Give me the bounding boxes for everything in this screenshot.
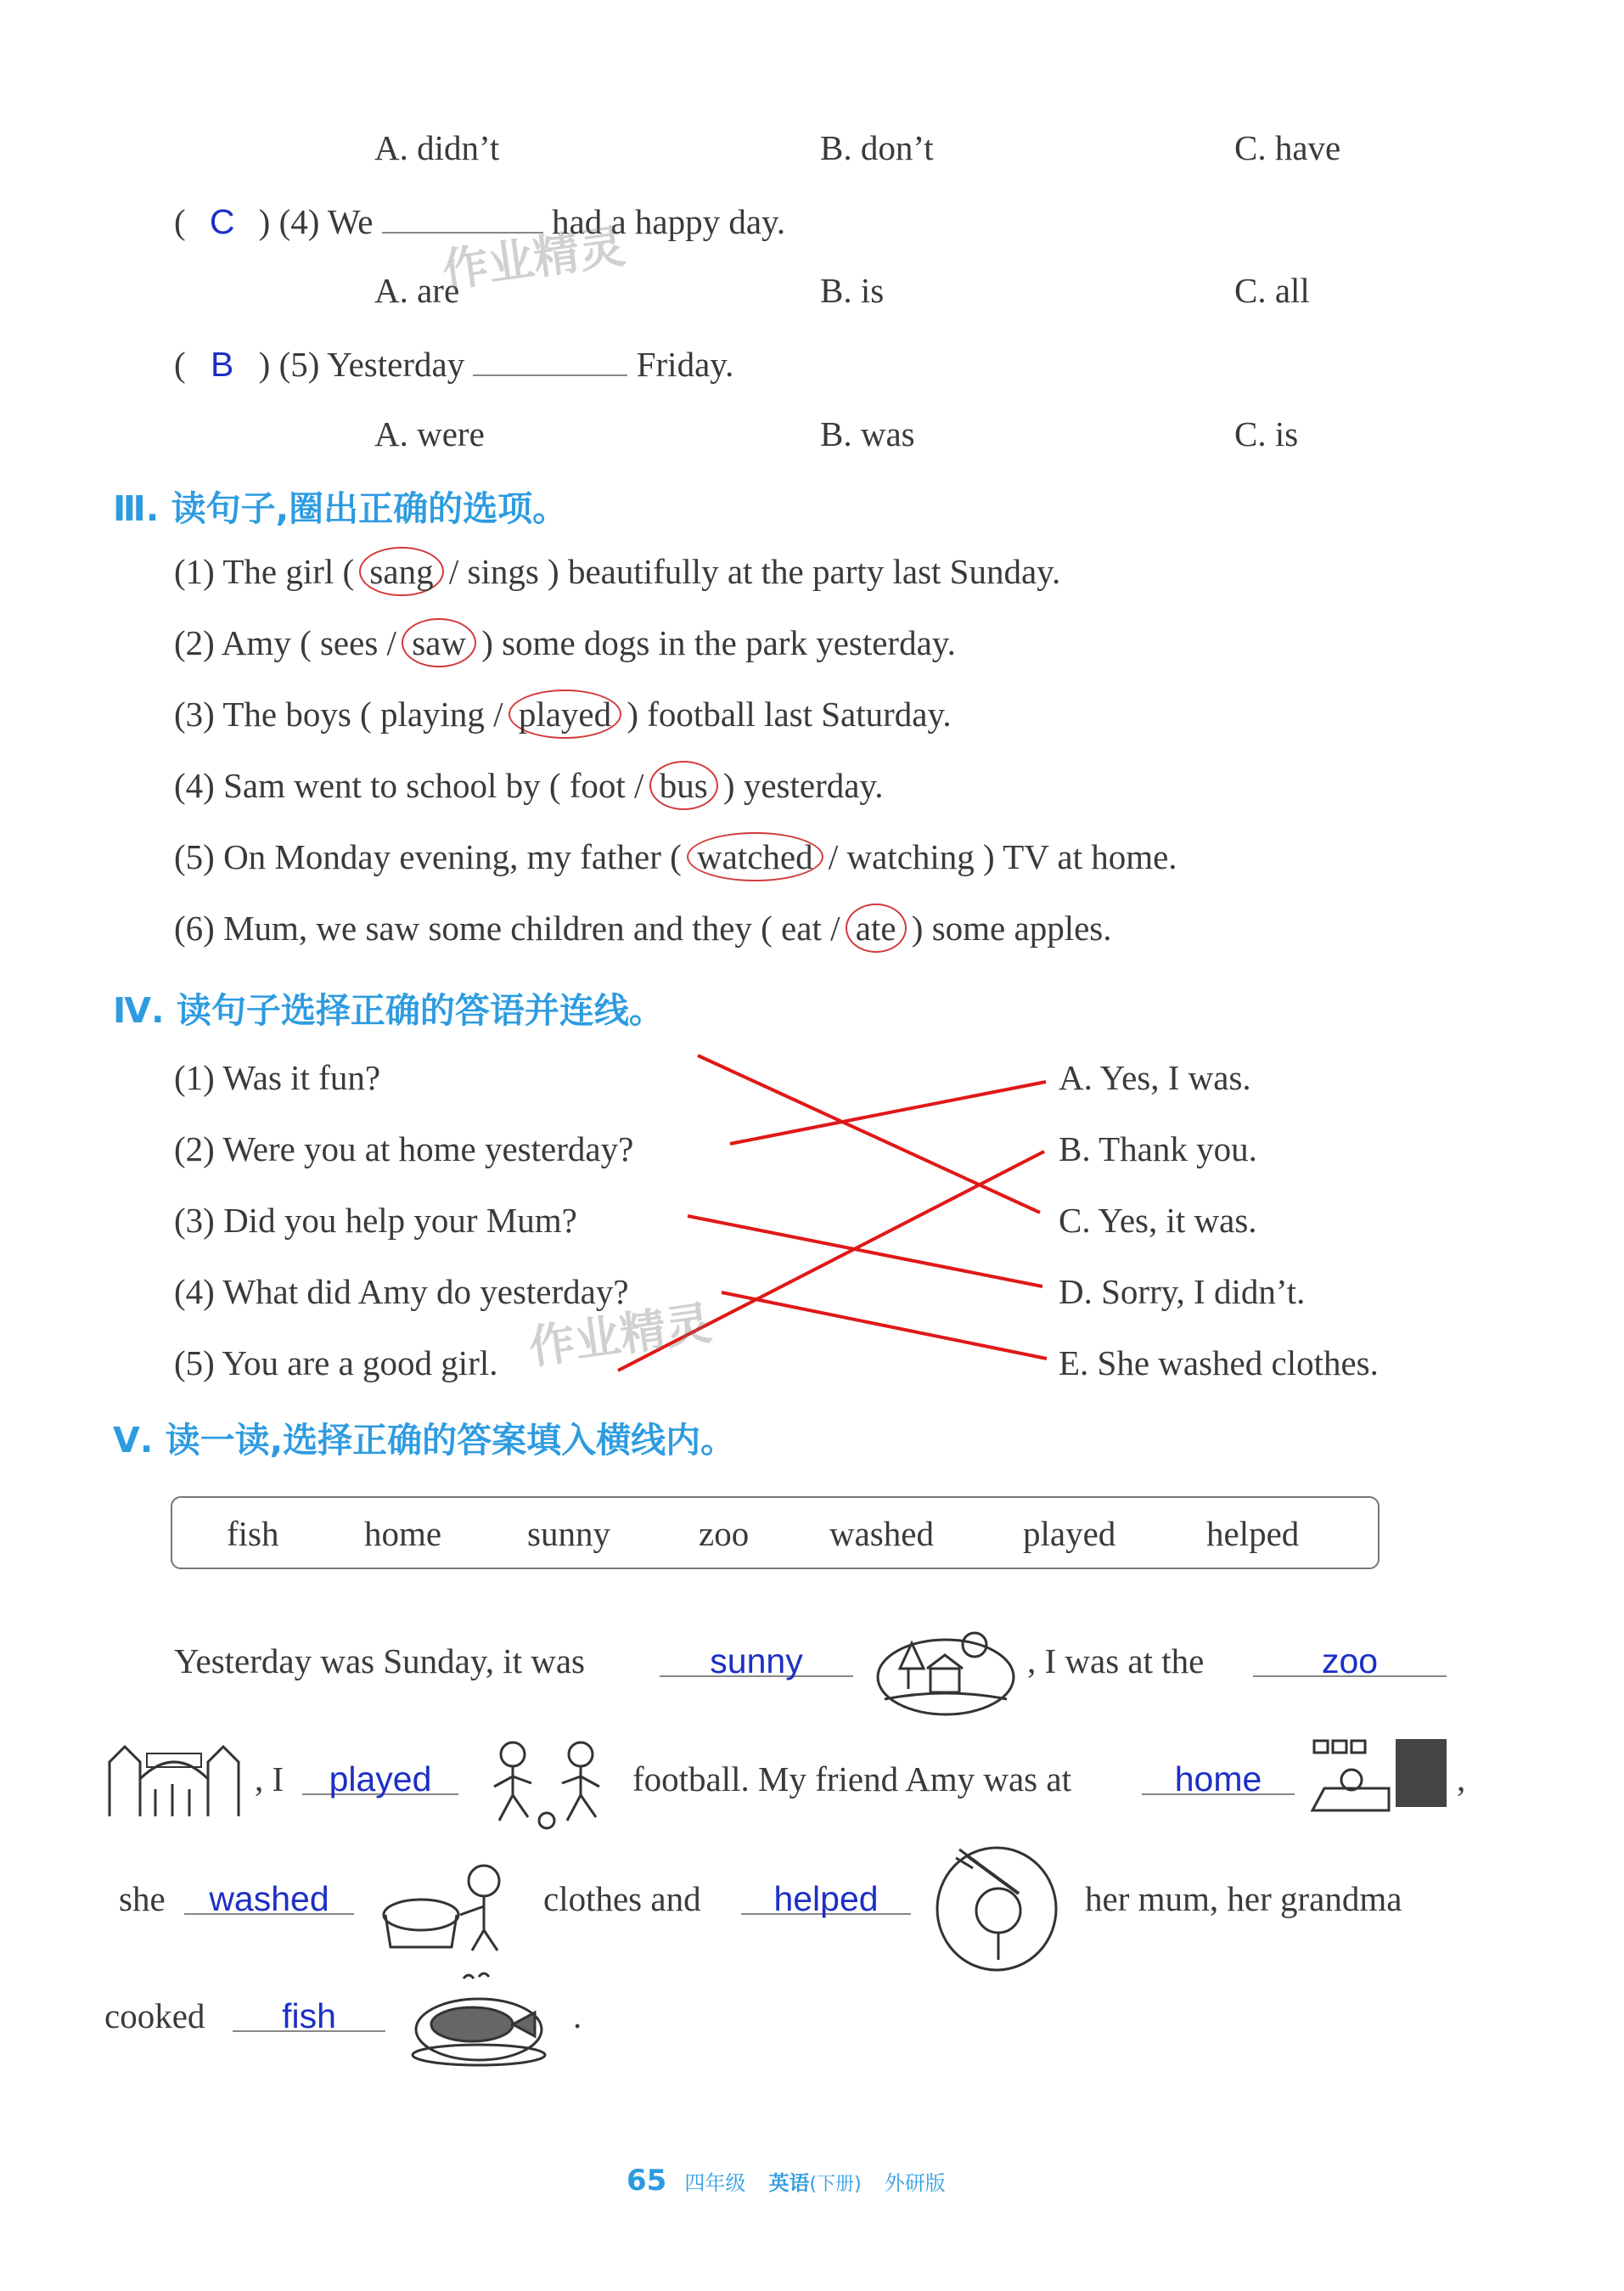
match-question-2[interactable]: (2) Were you at home yesterday? (174, 1129, 634, 1168)
circle-question-text-after: ) some dogs in the park yesterday. (481, 623, 956, 662)
q5-option-c: C. is (1234, 414, 1299, 453)
sunny-park-picture (874, 1618, 1017, 1718)
circle-option-2[interactable]: watching (846, 837, 975, 876)
footer-volume: (下册) (809, 2174, 862, 2195)
washing-clothes-picture (379, 1855, 521, 1956)
q4-option-a: A. are (374, 271, 460, 310)
footer-edition: 外研版 (884, 2171, 946, 2195)
q4-number: (4) (278, 202, 320, 241)
passage-text-5: , (1457, 1759, 1466, 1798)
football-picture (475, 1732, 620, 1832)
match-line-4-e (722, 1292, 1047, 1359)
word-bank-played: played (1023, 1514, 1116, 1553)
q5-option-a: A. were (374, 414, 485, 453)
circle-question-number: (4) (174, 766, 215, 805)
circle-option-1[interactable]: foot (569, 766, 626, 805)
q3-option-a: A. didn’t (374, 128, 500, 167)
passage-text-2: , I was at the (1027, 1641, 1205, 1680)
option-separator: / (828, 837, 839, 876)
zoo-gate-picture (104, 1728, 244, 1821)
match-question-4[interactable]: (4) What did Amy do yesterday? (174, 1272, 629, 1311)
watermark-2: 作业精灵 (525, 1296, 715, 1375)
q3-option-b: B. don’t (820, 128, 934, 167)
section-3-title: Ⅲ. 读句子,圈出正确的选项。 (113, 488, 568, 529)
circle-question-number: (1) (174, 552, 215, 591)
circle-question-text-after: ) TV at home. (983, 837, 1177, 876)
passage-blank-1[interactable]: sunny (660, 1641, 853, 1677)
page-footer (627, 2164, 946, 2198)
option-separator: / (634, 766, 644, 805)
circle-option-2[interactable]: played (509, 690, 621, 739)
circle-question-text-after: ) football last Saturday. (627, 695, 952, 734)
q3-option-c: C. have (1234, 128, 1341, 167)
circle-question-text-before: On Monday evening, my father ( (223, 837, 682, 876)
circle-question-text-after: ) some apples. (911, 909, 1112, 948)
circle-option-1[interactable]: sang (359, 547, 443, 596)
match-answer-d[interactable]: D. Sorry, I didn’t. (1059, 1272, 1306, 1311)
passage-text-6: she (119, 1879, 166, 1918)
q5-row: ( B ) (5) Yesterday Friday. (174, 341, 733, 385)
option-separator: / (386, 623, 396, 662)
circle-option-1[interactable]: sees (319, 623, 379, 662)
helping-mum-picture (934, 1841, 1059, 1973)
q4-option-b: B. is (820, 271, 885, 310)
circle-question-number: (2) (174, 623, 215, 662)
word-bank-home: home (364, 1514, 442, 1553)
watermark: 作业精灵 (439, 219, 628, 298)
circle-question-number: (5) (174, 837, 215, 876)
circle-question-text-before: The boys ( (222, 695, 372, 734)
cooked-fish-picture (411, 1968, 548, 2069)
option-separator: / (830, 909, 840, 948)
match-answer-c[interactable]: C. Yes, it was. (1059, 1201, 1257, 1240)
passage-blank-5[interactable]: washed (184, 1879, 354, 1915)
q4-row: ( C ) (4) We had a happy day. (174, 198, 785, 242)
option-separator: / (493, 695, 503, 734)
match-answer-a[interactable]: A. Yes, I was. (1059, 1058, 1251, 1097)
passage-text-4: football. My friend Amy was at (632, 1759, 1071, 1798)
match-question-5[interactable]: (5) You are a good girl. (174, 1343, 498, 1382)
q5-text-before: Yesterday (327, 345, 465, 384)
q4-text-before: We (327, 202, 374, 241)
passage-text-7: clothes and (543, 1879, 701, 1918)
passage-text-8: her mum, her grandma (1085, 1879, 1402, 1918)
circle-question-number: (6) (174, 909, 215, 948)
circle-option-1[interactable]: watched (687, 832, 823, 881)
passage-text-3: , I (255, 1759, 284, 1798)
q5-text-after: Friday. (636, 345, 734, 384)
circle-option-2[interactable]: saw (402, 618, 476, 667)
word-bank-helped: helped (1206, 1514, 1300, 1553)
passage-text-9: cooked (104, 1996, 205, 2035)
match-question-3[interactable]: (3) Did you help your Mum? (174, 1201, 577, 1240)
passage-blank-4[interactable]: home (1142, 1759, 1295, 1795)
word-bank (171, 1496, 1380, 1569)
passage-text-10: . (573, 1996, 582, 2035)
section-5-title: Ⅴ. 读一读,选择正确的答案填入横线内。 (113, 1420, 736, 1461)
circle-question-text-before: Sam went to school by ( (223, 766, 561, 805)
word-bank-fish: fish (227, 1514, 279, 1553)
passage-blank-7[interactable]: fish (233, 1996, 385, 2032)
q5-answer[interactable]: B (210, 345, 234, 384)
word-bank-sunny: sunny (527, 1514, 610, 1553)
footer-subject: 英语 (768, 2171, 810, 2195)
circle-option-2[interactable]: sings (467, 552, 539, 591)
q5-number: (5) (278, 345, 320, 384)
match-answer-b[interactable]: B. Thank you. (1059, 1129, 1257, 1168)
q4-option-c: C. all (1234, 271, 1310, 310)
circle-option-2[interactable]: bus (649, 761, 718, 810)
passage-blank-6[interactable]: helped (741, 1879, 911, 1915)
footer-grade: 四年级 (684, 2171, 746, 2195)
q5-option-b: B. was (820, 414, 915, 453)
match-line-1-c (698, 1055, 1040, 1213)
match-line-3-d (688, 1216, 1042, 1286)
section-4-title: Ⅳ. 读句子选择正确的答语并连线。 (113, 990, 664, 1031)
circle-option-1[interactable]: eat (781, 909, 822, 948)
circle-question-number: (3) (174, 695, 215, 734)
match-question-1[interactable]: (1) Was it fun? (174, 1058, 381, 1097)
passage-blank-2[interactable]: zoo (1253, 1641, 1447, 1677)
circle-question-text-after: ) beautifully at the party last Sunday. (548, 552, 1061, 591)
passage-text-1: Yesterday was Sunday, it was (174, 1641, 585, 1680)
circle-question-text-before: Mum, we saw some children and they ( (223, 909, 773, 948)
q4-text-after: had a happy day. (552, 202, 786, 241)
passage-blank-3[interactable]: played (302, 1759, 458, 1795)
match-answer-e[interactable]: E. She washed clothes. (1059, 1343, 1379, 1382)
page-number: 65 (627, 2164, 667, 2198)
circle-question-text-before: Amy ( (221, 623, 312, 662)
circle-option-2[interactable]: ate (846, 903, 907, 953)
home-picture (1307, 1732, 1453, 1824)
q4-answer[interactable]: C (209, 202, 235, 241)
circle-option-1[interactable]: playing (379, 695, 485, 734)
circle-question-text-after: ) yesterday. (722, 766, 884, 805)
circle-question-text-before: The girl ( (222, 552, 355, 591)
word-bank-washed: washed (829, 1514, 934, 1553)
word-bank-zoo: zoo (699, 1514, 750, 1553)
option-separator: / (448, 552, 459, 591)
